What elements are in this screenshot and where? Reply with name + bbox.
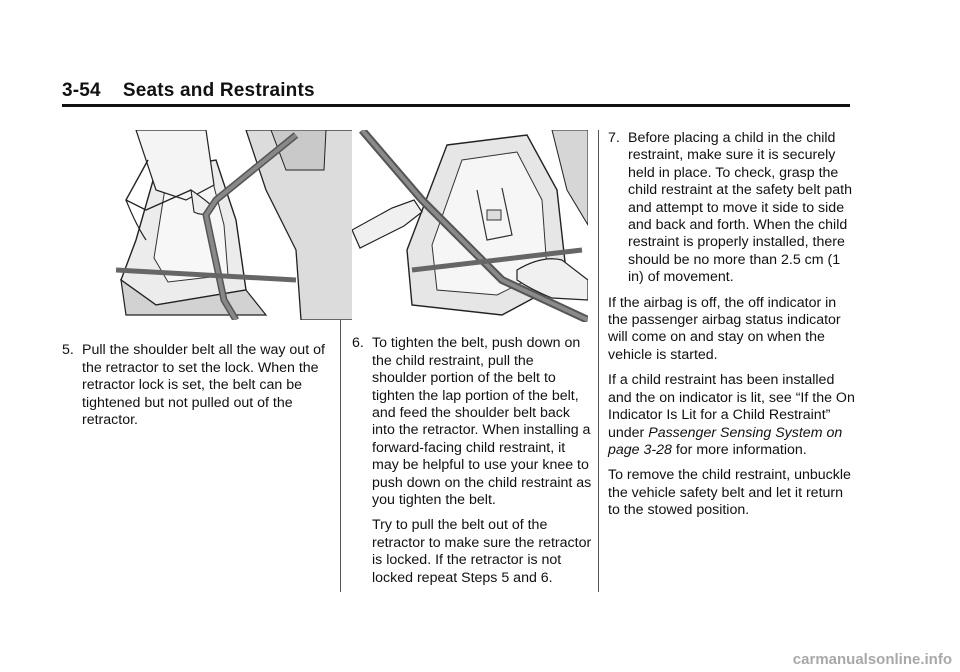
para-remove: To remove the child restraint, unbuckle the vehicle safety belt and let it return to the stowed position. xyxy=(608,467,851,519)
column-2 xyxy=(352,130,592,587)
step-7 xyxy=(608,130,858,287)
watermark: carmanualsonline.info xyxy=(792,651,952,668)
page-number: 3-54 xyxy=(62,80,101,101)
column-3 xyxy=(608,130,858,520)
step-6-followup: Try to pull the belt out of the retractor to make sure the retractor is locked. If the retractor is not locked repeat Steps 5 and 6. xyxy=(372,517,592,586)
section-title: Seats and Restraints xyxy=(122,80,315,101)
step-6-number: 6. xyxy=(352,335,364,352)
step-6-text: To tighten the belt, push down on the child restraint, pull the shoulder portion of the belt to tighten the lap portion of the belt, and feed the shoulder belt back into the retractor. When installing a forward-facing child restraint, it may be helpful to use your knee to push down on the child restraint as you tighten the belt. xyxy=(372,335,592,509)
step-7-text: Before placing a child in the child restraint, make sure it is securely held in place. To check, grasp the child restraint at the safety belt path and attempt to move it side to side and back and forth. When the child restraint is properly installed, there should be no more than 2.5 cm (1 in) of movement. xyxy=(628,130,852,286)
header-rule xyxy=(62,104,850,107)
step-7-number: 7. xyxy=(608,130,620,146)
illustration-pull-shoulder-belt xyxy=(96,130,358,320)
step-5-text: Pull the shoulder belt all the way out of the retractor to set the lock. When the retractor lock is set, the belt can be tightened but not pulled out of the retractor. xyxy=(82,342,325,429)
step-5-number: 5. xyxy=(62,342,74,359)
illustration-tighten-belt xyxy=(352,130,588,322)
step-5 xyxy=(62,342,334,429)
column-divider-2 xyxy=(598,130,599,592)
para-on-indicator-after: for more information. xyxy=(671,441,807,458)
step-6 xyxy=(352,335,592,509)
cross-reference-link[interactable]: Passenger Sensing System on page 3-28 xyxy=(608,424,843,458)
para-on-indicator-before: If a child restraint has been installed and the on indicator is lit, see “If the On Indicator Is Lit for a Child Restraint” under xyxy=(608,372,855,441)
page-header xyxy=(62,80,315,102)
para-on-indicator xyxy=(608,372,858,459)
column-1 xyxy=(62,130,334,429)
para-airbag-off: If the airbag is off, the off indicator in the passenger airbag status indicator will come on and stay on when the vehicle is started. xyxy=(608,294,841,363)
